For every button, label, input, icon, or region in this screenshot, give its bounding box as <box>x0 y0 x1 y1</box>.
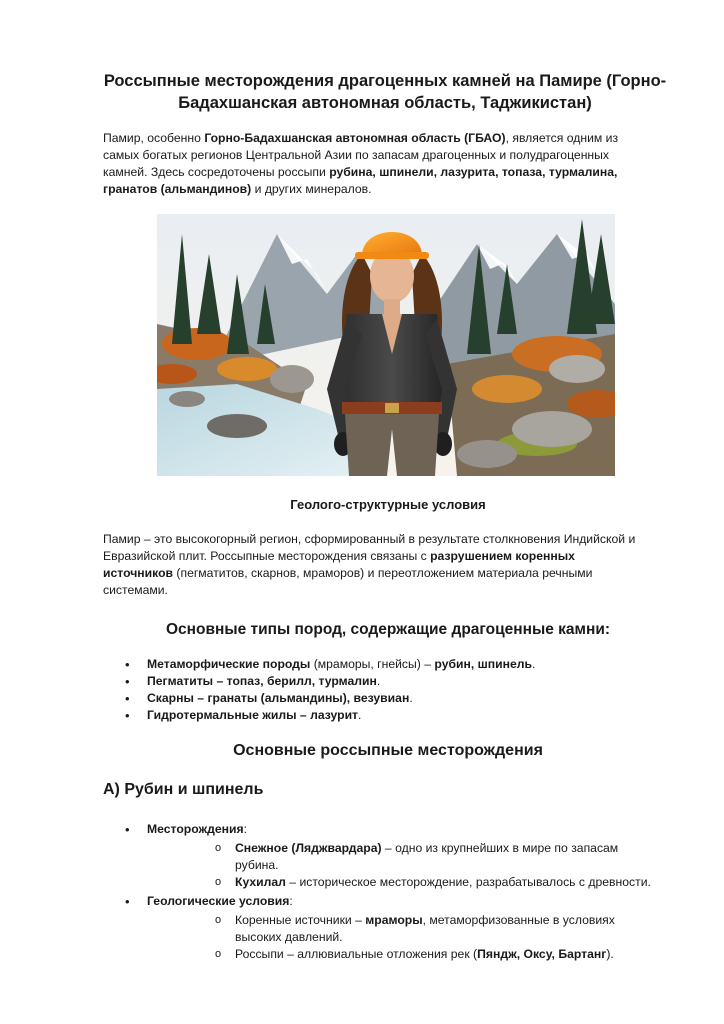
item-bold: Пяндж, Оксу, Бартанг <box>477 947 607 961</box>
intro-text: и других минералов. <box>251 182 372 196</box>
colon: : <box>243 822 248 836</box>
list-item <box>103 673 663 690</box>
colon: : <box>289 894 293 908</box>
intro-bold: рубина, шпинели, лазурита, топаза, турмалина, гранатов (альмандинов) <box>103 165 618 196</box>
rock-types-heading: Основные типы пород, содержащие драгоценные камни: <box>165 621 611 638</box>
item-text: . <box>358 708 362 722</box>
sublist-item <box>147 912 663 946</box>
item-text: , метаморфизованные в условиях высоких давлений. <box>235 913 615 944</box>
main-deposits-heading: Основные россыпные месторождения <box>233 742 543 759</box>
list-item <box>103 893 663 963</box>
geology-label: Геологические условия <box>147 894 290 908</box>
item-text: – историческое месторождение, разрабатывалось с древности. <box>285 875 651 889</box>
deposits-sublist <box>147 840 663 891</box>
rock-types-list <box>103 656 663 724</box>
page-title: Россыпные месторождения драгоценных камней на Памире (Горно-Бадахшанская автономная область, Таджикистан) <box>103 72 667 112</box>
ruby-heading: А) Рубин и шпинель <box>103 781 264 798</box>
geo-paragraph <box>103 531 643 599</box>
item-bold: Кухилал <box>235 875 286 889</box>
intro-text: Памир, особенно <box>103 131 205 145</box>
item-text: (мраморы, гнейсы) – <box>310 657 435 671</box>
item-text: ). <box>606 947 614 961</box>
intro-bold: Горно-Бадахшанская автономная область (ГБАО) <box>204 131 506 145</box>
item-bold: Гидротермальные жилы – лазурит <box>147 708 359 722</box>
geologist-illustration <box>157 214 615 476</box>
list-item <box>103 656 663 673</box>
item-text: . <box>532 657 536 671</box>
intro-paragraph <box>103 130 643 198</box>
list-item <box>103 707 663 724</box>
item-bold: Пегматиты – топаз, берилл, турмалин <box>147 674 377 688</box>
item-bold: Скарны – гранаты (альмандины), везувиан <box>147 691 410 705</box>
item-bold: рубин, шпинель <box>434 657 533 671</box>
item-bold: Снежное (Ляджвардара) <box>235 841 382 855</box>
geo-heading: Геолого-структурные условия <box>290 497 486 512</box>
item-text: Коренные источники – <box>235 913 366 927</box>
list-item <box>103 690 663 707</box>
sublist-item <box>147 946 663 963</box>
intro-text: , является одним из самых богатых регионов Центральной Азии по запасам драгоценных и полудрагоценных камней. Здесь сосредоточены россыпи <box>103 131 619 179</box>
ruby-list <box>103 821 663 965</box>
geology-sublist <box>147 912 663 963</box>
item-bold: Метаморфические породы <box>147 657 311 671</box>
geo-text: (пегматитов, скарнов, мраморов) и переотложением материала речными системами. <box>103 566 593 597</box>
item-text: Россыпи – аллювиальные отложения рек ( <box>235 947 478 961</box>
item-bold: мраморы <box>365 913 423 927</box>
geo-text: Памир – это высокогорный регион, сформированный в результате столкновения Индийской и Евразийской плит. Россыпные месторождения связаны с <box>103 532 636 563</box>
sublist-item <box>147 874 663 891</box>
item-text: – одно из крупнейших в мире по запасам рубина. <box>235 841 619 872</box>
sublist-item <box>147 840 663 874</box>
list-item <box>103 821 663 891</box>
item-text: . <box>409 691 413 705</box>
geo-bold: разрушением коренных источников <box>103 549 575 580</box>
item-text: . <box>376 674 381 688</box>
deposits-label: Месторождения <box>147 822 244 836</box>
